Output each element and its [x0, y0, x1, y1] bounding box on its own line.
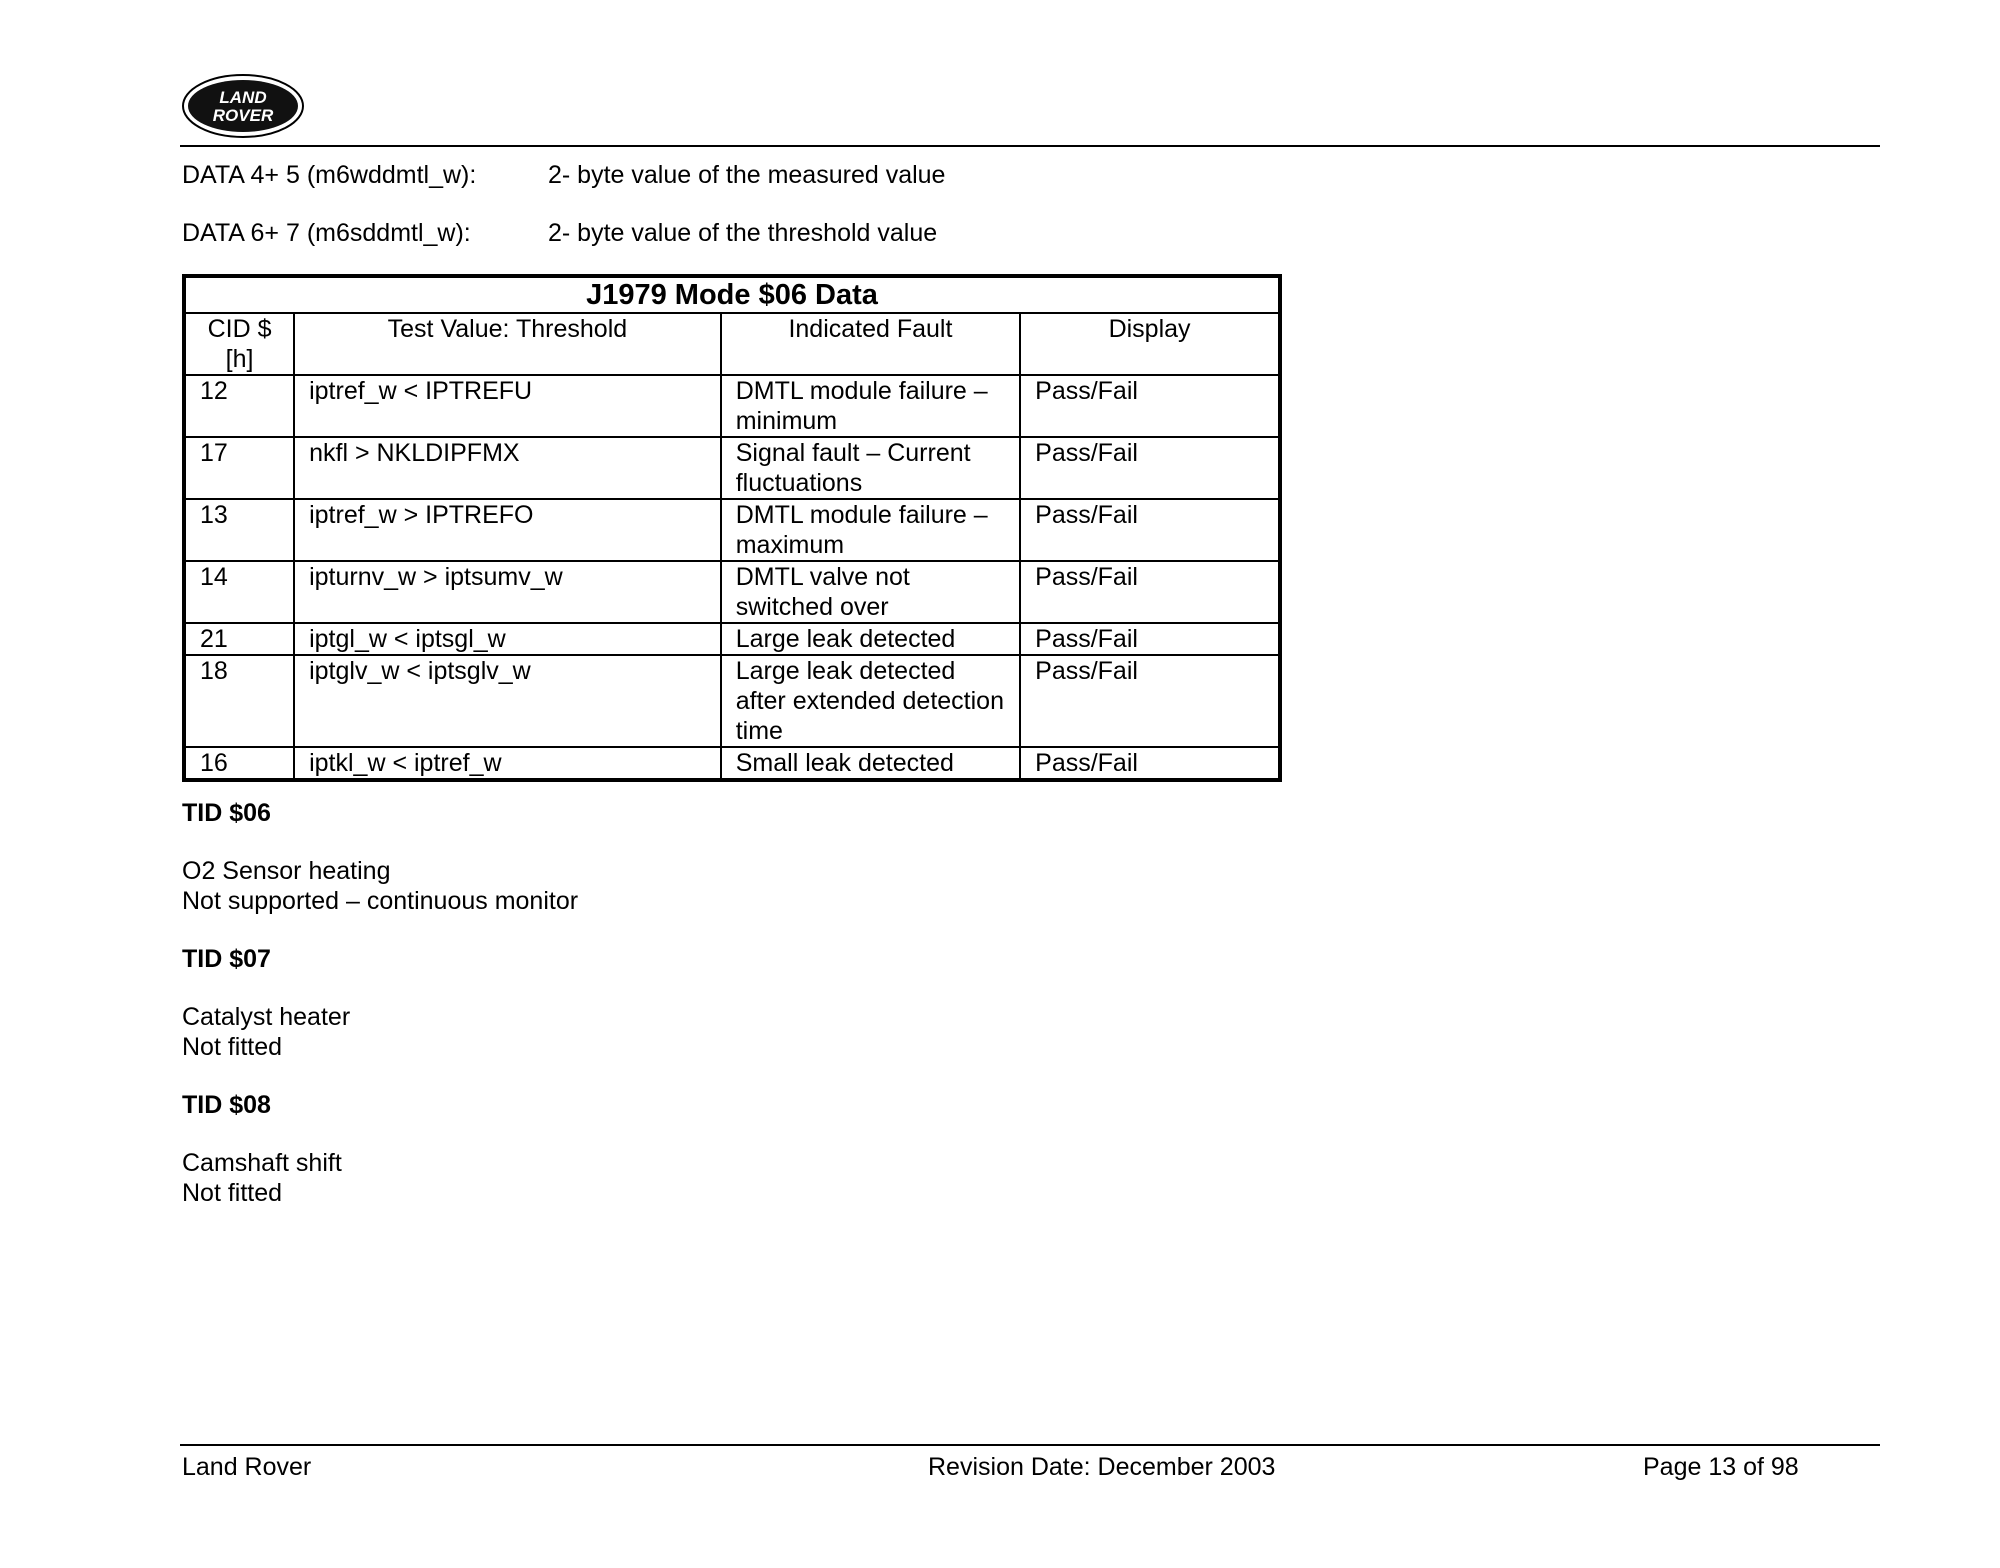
cell-cid: 14 — [184, 561, 294, 623]
cell-cid: 16 — [184, 747, 294, 780]
tid-08-line2: Not fitted — [182, 1179, 283, 1207]
data-line-6-7 — [182, 218, 937, 248]
header-cid: CID $ [h] — [184, 313, 294, 375]
cell-test: iptref_w < IPTREFU — [294, 375, 721, 437]
cell-display: Pass/Fail — [1020, 499, 1280, 561]
cell-test: iptref_w > IPTREFO — [294, 499, 721, 561]
cell-fault: Small leak detected — [721, 747, 1020, 780]
cell-test: iptgl_w < iptsgl_w — [294, 623, 721, 655]
data-line-4-5 — [182, 160, 945, 190]
table-title: J1979 Mode $06 Data — [184, 276, 1280, 313]
logo-text-land: LAND — [219, 88, 267, 107]
footer-divider — [180, 1444, 1880, 1446]
cell-test: nkfl > NKLDIPFMX — [294, 437, 721, 499]
cell-display: Pass/Fail — [1020, 561, 1280, 623]
cell-fault: DMTL valve not switched over — [721, 561, 1020, 623]
cell-fault: DMTL module failure – minimum — [721, 375, 1020, 437]
cell-fault: DMTL module failure – maximum — [721, 499, 1020, 561]
mode06-table — [182, 274, 1282, 782]
cell-cid: 13 — [184, 499, 294, 561]
tid-06-line1: O2 Sensor heating — [182, 857, 391, 885]
tid-08-heading: TID $08 — [182, 1091, 271, 1119]
table-row — [184, 623, 1280, 655]
cell-display: Pass/Fail — [1020, 623, 1280, 655]
table-row — [184, 437, 1280, 499]
cell-fault: Large leak detected — [721, 623, 1020, 655]
cell-display: Pass/Fail — [1020, 437, 1280, 499]
table-row — [184, 561, 1280, 623]
cell-cid: 18 — [184, 655, 294, 747]
footer-page-number: Page 13 of 98 — [1643, 1453, 1799, 1481]
tid-08-line1: Camshaft shift — [182, 1149, 342, 1177]
data-line-value: 2- byte value of the threshold value — [548, 219, 938, 247]
table-row — [184, 747, 1280, 780]
table-row — [184, 655, 1280, 747]
cell-cid: 21 — [184, 623, 294, 655]
footer-company: Land Rover — [182, 1453, 312, 1481]
tid-06-line2: Not supported – continuous monitor — [182, 887, 579, 915]
data-line-label: DATA 4+ 5 (m6wddmtl_w): — [182, 161, 477, 189]
header-indicated-fault: Indicated Fault — [721, 313, 1020, 375]
cell-test: ipturnv_w > iptsumv_w — [294, 561, 721, 623]
tid-07-heading: TID $07 — [182, 945, 271, 973]
data-line-label: DATA 6+ 7 (m6sddmtl_w): — [182, 219, 471, 247]
table-row — [184, 499, 1280, 561]
footer-revision-date: Revision Date: December 2003 — [928, 1453, 1276, 1481]
cell-fault: Signal fault – Current fluctuations — [721, 437, 1020, 499]
land-rover-logo — [182, 74, 304, 138]
cell-cid: 12 — [184, 375, 294, 437]
header-test-value: Test Value: Threshold — [294, 313, 721, 375]
table-row — [184, 375, 1280, 437]
tid-07-line1: Catalyst heater — [182, 1003, 351, 1031]
cell-cid: 17 — [184, 437, 294, 499]
cell-test: iptkl_w < iptref_w — [294, 747, 721, 780]
cell-display: Pass/Fail — [1020, 655, 1280, 747]
cell-display: Pass/Fail — [1020, 375, 1280, 437]
tid-07-line2: Not fitted — [182, 1033, 283, 1061]
cell-fault: Large leak detected after extended detection time — [721, 655, 1020, 747]
cell-test: iptglv_w < iptsglv_w — [294, 655, 721, 747]
cell-display: Pass/Fail — [1020, 747, 1280, 780]
tid-06-heading: TID $06 — [182, 799, 271, 827]
data-line-value: 2- byte value of the measured value — [548, 161, 946, 189]
logo-text-rover: ROVER — [212, 106, 274, 125]
header-display: Display — [1020, 313, 1280, 375]
header-divider — [180, 145, 1880, 147]
